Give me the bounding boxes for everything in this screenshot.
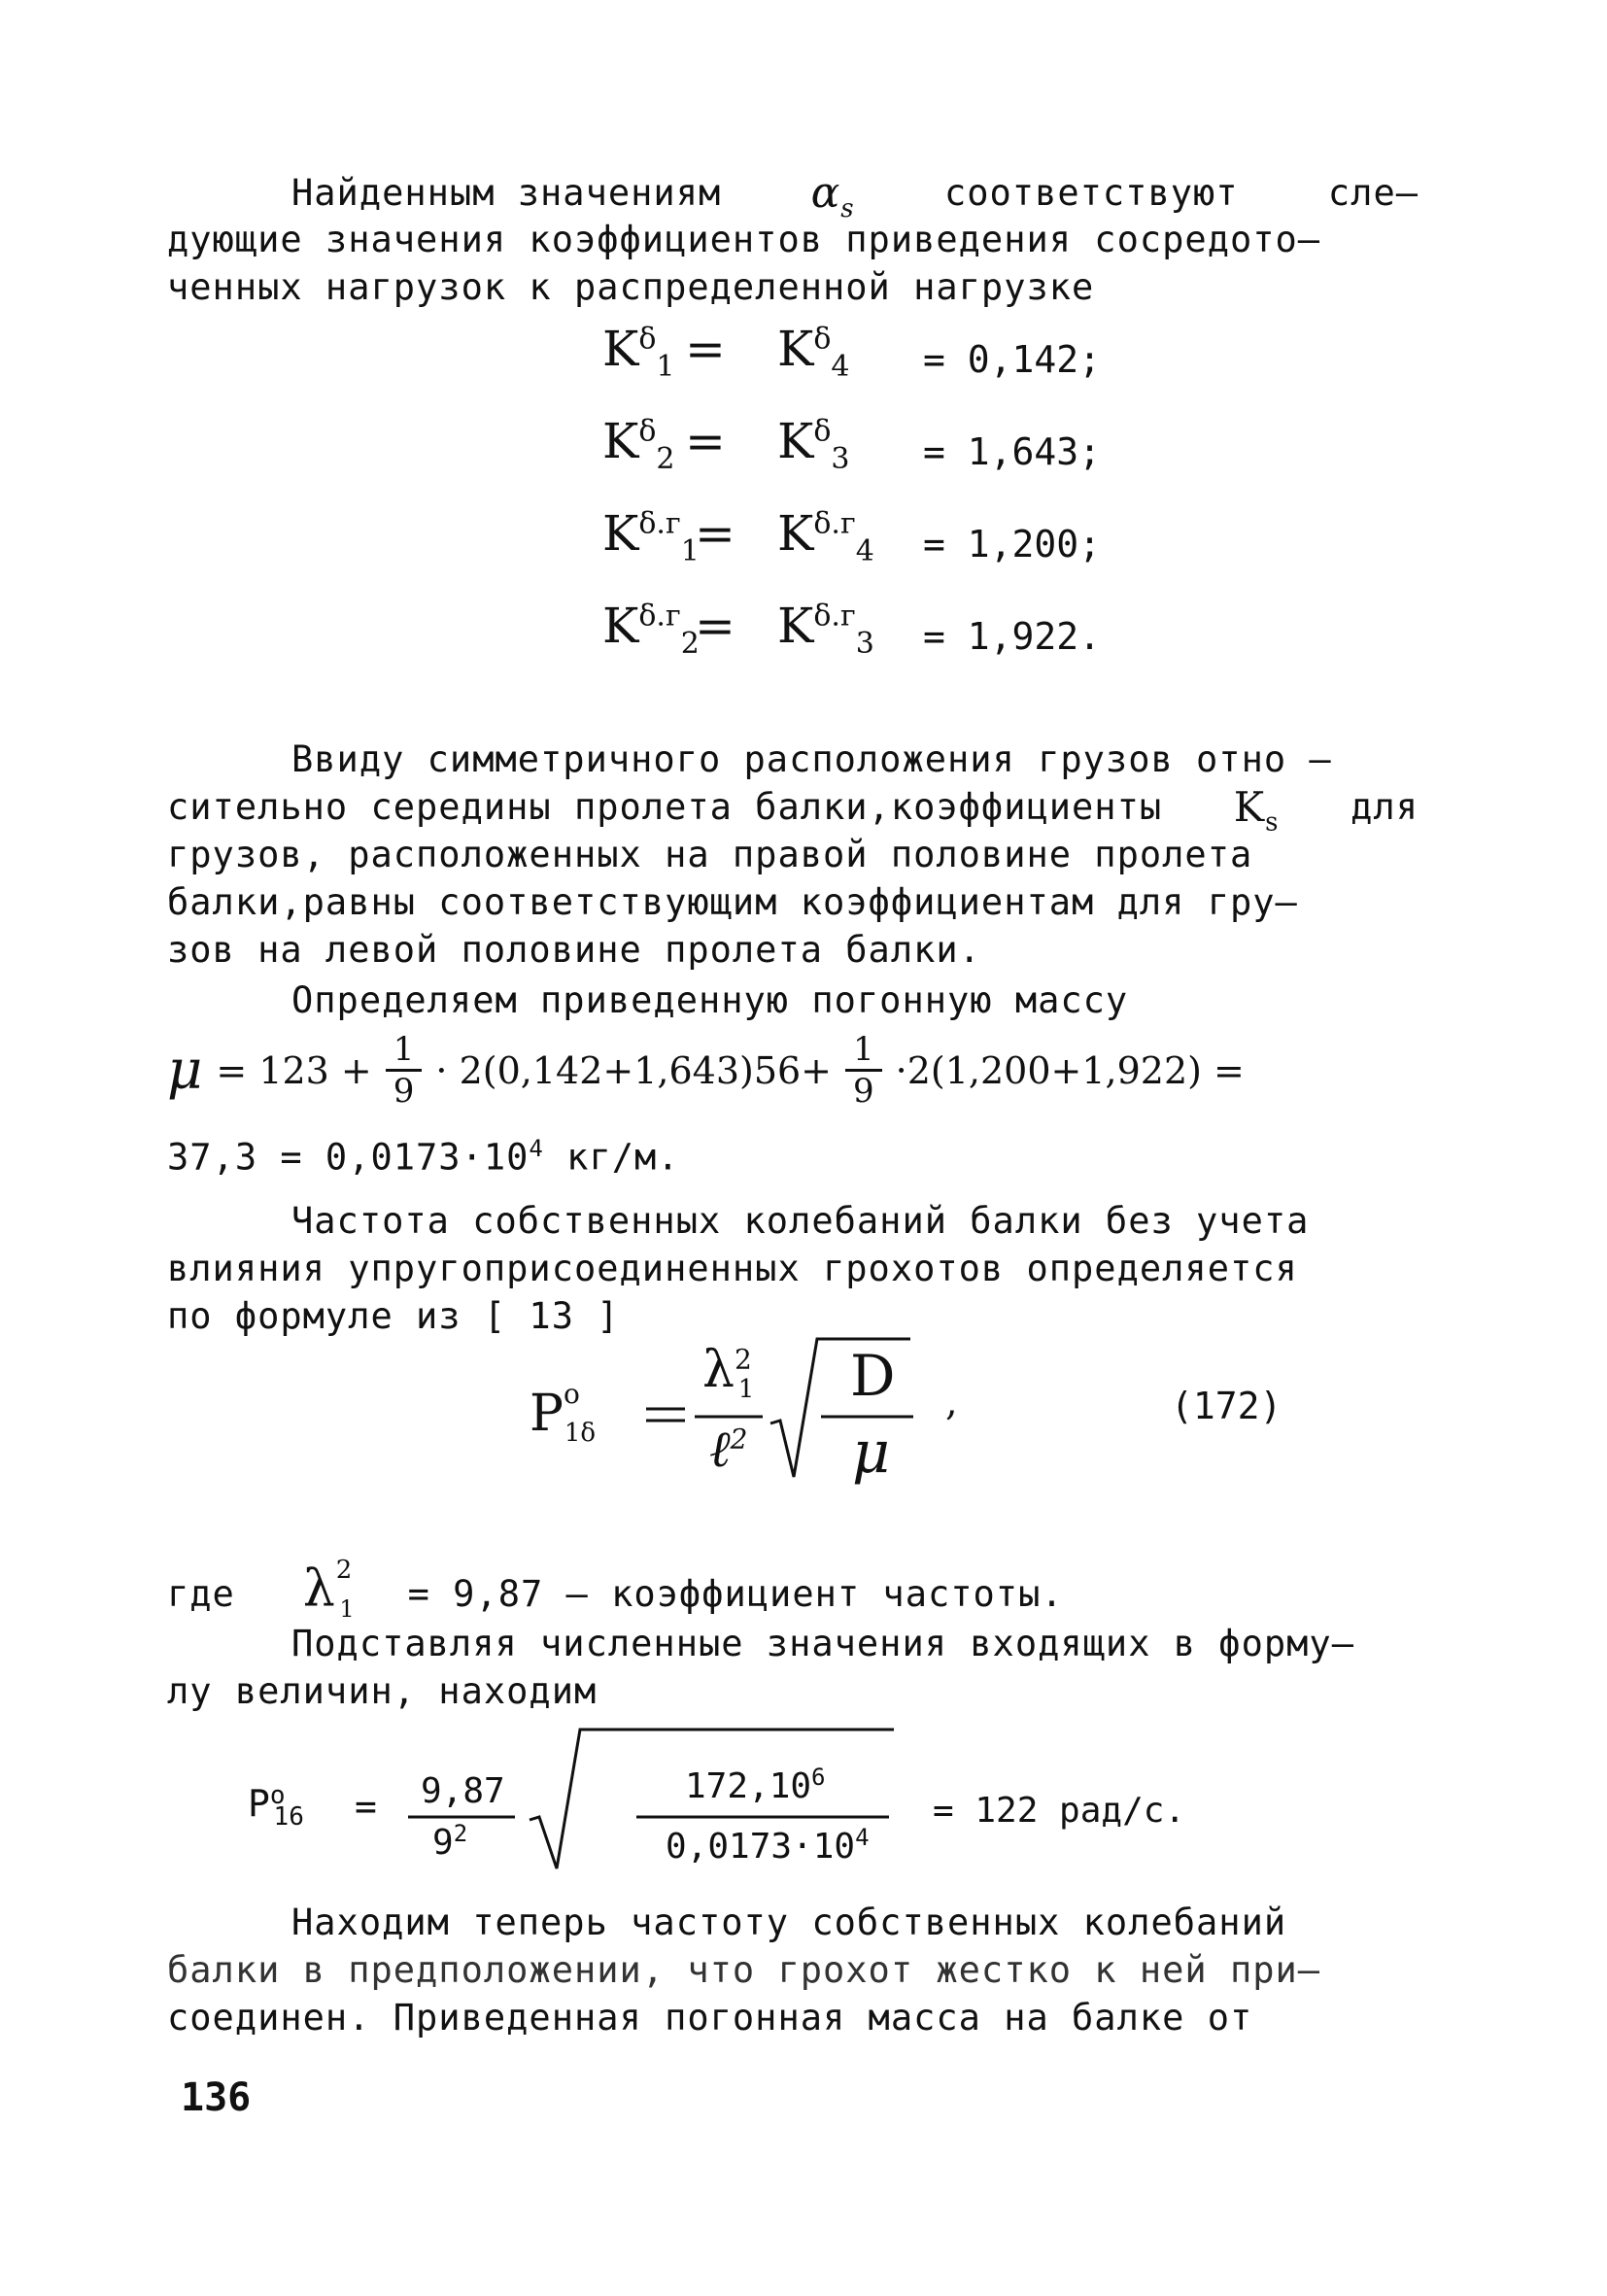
numeric-equation: $P^o_{16}$ = 9,87 $9^2$ 172,10$^6$ $0,0173\cdot 10^4$ = 122 рад/с. [248,1725,1239,1890]
where-line: где $\lambda^2_1$ = 9,87 – коэффициент частоты. [167,1556,1064,1623]
text-segment: Найденным значениям [291,172,722,214]
text-line: сительно середины пролета балки,коэффициенты $K_s$ для [167,784,1419,845]
alpha-s-symbol: $\alpha_s$ [810,168,855,223]
text-segment: сле– [1327,172,1419,214]
k-row: $K^\delta_1$ = $K^\delta_4$ = 0,142; [602,321,1102,384]
text-line: грузов, расположенных на правой половине пролета [167,834,1253,875]
k-row: $K^{\delta.г}_2$ = $K^{\delta.г}_3$ = 1,922. [602,598,1102,661]
text-line: балки,равны соответствующим коэффициентам для гру– [167,881,1298,923]
ks-symbol: $K_s$ [1233,783,1280,838]
k-row: $K^{\delta.г}_1$ = $K^{\delta.г}_4$ = 1,200; [602,505,1102,568]
text-line: Определяем приведенную погонную массу [291,979,1129,1021]
k-value: = 1,643; [923,430,1102,473]
text-line: соединен. Приведенная погонная масса на балке от [167,1997,1253,2039]
formula-172: $P^o_{1\delta}$ $\lambda^2_1$ ℓ$^2$ D μ , (172) [530,1331,1268,1487]
text-line: Находим теперь частоту собственных колебаний [291,1902,1287,1943]
equation-number: (172) [1171,1385,1282,1427]
text-line: лу величин, находим [167,1670,598,1712]
text-line: Частота собственных колебаний балки без учета [291,1200,1310,1242]
text-line: Ввиду симметричного расположения грузов отно – [291,738,1332,780]
page-number: 136 [181,2075,252,2120]
formula-172-graphic [530,1331,1268,1487]
text-line: Подставляя численные значения входящих в форму– [291,1623,1354,1664]
text-segment: соответствуют [943,172,1239,214]
text-line: влияния упругоприсоединенных грохотов определяется [167,1248,1298,1289]
text-line: балки в предположении, что грохот жестко к ней при– [167,1949,1321,1991]
text-line: по формуле из [ 13 ] [167,1295,620,1337]
k-value: = 0,142; [923,338,1102,381]
text-line: дующие значения коэффициентов приведения сосредото– [167,219,1321,260]
text-line: зов на левой половине пролета балки. [167,929,981,971]
k-row: $K^\delta_2$ = $K^\delta_3$ = 1,643; [602,413,1102,476]
text-line: ченных нагрузок к распределенной нагрузке [167,266,1095,308]
k-value: = 1,922. [923,615,1102,658]
k-value: = 1,200; [923,523,1102,565]
mu-equation: μ = 123 + $\frac{1}{9}$ · 2(0,142+1,643)56+ $\frac{1}{9}$ ·2(1,200+1,922) = [167,1030,1245,1111]
mu-equation-line2: $37,3 = 0,0173\cdot 10^4$ кг/м. [167,1135,680,1179]
